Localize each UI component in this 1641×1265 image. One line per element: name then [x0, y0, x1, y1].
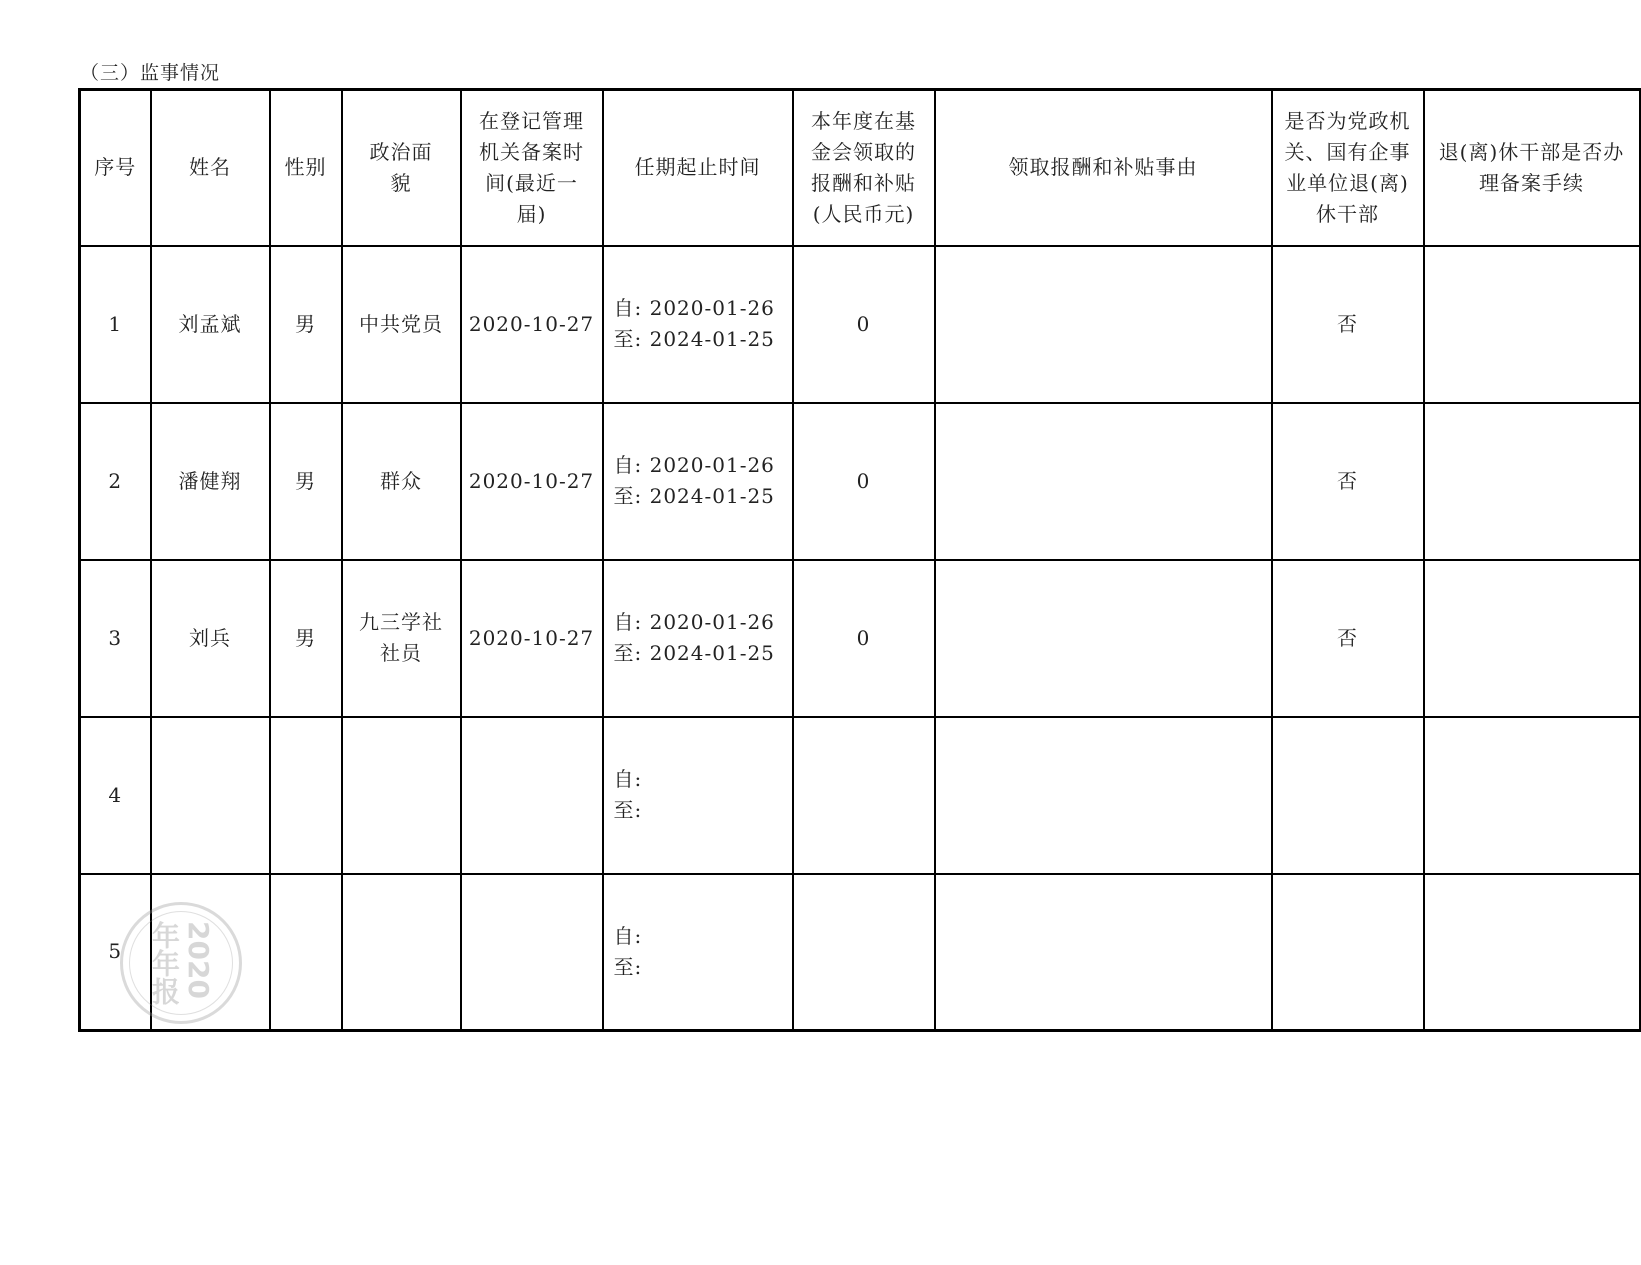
cell-remuneration: [793, 717, 935, 874]
cell-political-status: [342, 874, 461, 1031]
cell-retired-filing: [1424, 874, 1640, 1031]
table-row: [80, 246, 1640, 403]
term-end: 至:: [613, 798, 643, 822]
cell-is-retired-cadre: 否: [1272, 560, 1424, 717]
header-cell-remuneration-reason: 领取报酬和补贴事由: [935, 90, 1272, 246]
header-cell-term: 任期起止时间: [603, 90, 793, 246]
cell-term: [603, 246, 793, 403]
term-start: 自:: [613, 923, 643, 948]
term-start: 自:: [613, 767, 643, 791]
cell-political-status: 群众: [342, 403, 461, 560]
cell-retired-filing: [1424, 403, 1640, 560]
cell-retired-filing: [1424, 246, 1640, 403]
cell-remuneration: [793, 874, 935, 1031]
header-cell-gender: 性别: [270, 90, 342, 246]
section-title: （三）监事情况: [80, 62, 221, 84]
cell-term: [603, 717, 793, 874]
cell-remuneration: 0: [793, 560, 935, 717]
header-cell-serial-no: 序号: [80, 90, 151, 246]
cell-term: [603, 560, 793, 717]
term-start: 自: 2020-01-26: [613, 453, 775, 477]
cell-is-retired-cadre: 否: [1272, 403, 1424, 560]
cell-serial-no: 5: [80, 874, 151, 1031]
cell-remuneration-reason: [935, 717, 1272, 874]
header-cell-remuneration: 本年度在基金会领取的报酬和补贴(人民币元): [793, 90, 935, 246]
cell-name: 刘兵: [151, 560, 270, 717]
cell-term: [603, 403, 793, 560]
table-row: [80, 717, 1640, 874]
cell-political-status: [342, 717, 461, 874]
header-cell-political-status: 政治面貌: [342, 90, 461, 246]
term-start: 自: 2020-01-26: [613, 610, 775, 634]
header-cell-is-retired-cadre: 是否为党政机关、国有企事业单位退(离)休干部: [1272, 90, 1424, 246]
cell-name: 刘孟斌: [151, 246, 270, 403]
cell-remuneration-reason: [935, 403, 1272, 560]
cell-serial-no: 2: [80, 403, 151, 560]
cell-serial-no: 4: [80, 717, 151, 874]
cell-is-retired-cadre: [1272, 874, 1424, 1031]
term-end: 至: 2024-01-25: [613, 327, 775, 351]
cell-remuneration-reason: [935, 874, 1272, 1031]
cell-gender: 男: [270, 560, 342, 717]
cell-is-retired-cadre: 否: [1272, 246, 1424, 403]
term-start: 自: 2020-01-26: [613, 296, 775, 320]
cell-serial-no: 3: [80, 560, 151, 717]
cell-term: [603, 874, 793, 1031]
cell-remuneration-reason: [935, 560, 1272, 717]
cell-filing-date: [461, 874, 603, 1031]
cell-filing-date: [461, 717, 603, 874]
cell-political-status: 中共党员: [342, 246, 461, 403]
cell-gender: 男: [270, 403, 342, 560]
cell-remuneration: 0: [793, 246, 935, 403]
term-end: 至: 2024-01-25: [613, 484, 775, 508]
cell-remuneration: 0: [793, 403, 935, 560]
supervisor-table-wrapper: [78, 88, 1625, 1028]
table-row: [80, 560, 1640, 717]
cell-name: [151, 717, 270, 874]
cell-name: 潘健翔: [151, 403, 270, 560]
cell-gender: [270, 717, 342, 874]
term-end: 至: 2024-01-25: [613, 641, 775, 665]
cell-remuneration-reason: [935, 246, 1272, 403]
cell-retired-filing: [1424, 560, 1640, 717]
cell-filing-date: 2020-10-27: [461, 246, 603, 403]
cell-gender: 男: [270, 246, 342, 403]
table-row: [80, 403, 1640, 560]
header-cell-filing-date: 在登记管理机关备案时间(最近一届): [461, 90, 603, 246]
supervisor-table: [78, 88, 1641, 1032]
term-end: 至:: [613, 954, 643, 979]
table-row: [80, 874, 1640, 1031]
cell-retired-filing: [1424, 717, 1640, 874]
cell-political-status: 九三学社社员: [342, 560, 461, 717]
cell-gender: [270, 874, 342, 1031]
cell-serial-no: 1: [80, 246, 151, 403]
header-cell-name: 姓名: [151, 90, 270, 246]
cell-is-retired-cadre: [1272, 717, 1424, 874]
cell-filing-date: 2020-10-27: [461, 403, 603, 560]
cell-filing-date: 2020-10-27: [461, 560, 603, 717]
header-cell-retired-filing: 退(离)休干部是否办理备案手续: [1424, 90, 1640, 246]
table-header-row: [80, 90, 1640, 246]
seal-text: 2020年年报: [148, 921, 215, 1005]
cell-name: [148, 874, 270, 1031]
